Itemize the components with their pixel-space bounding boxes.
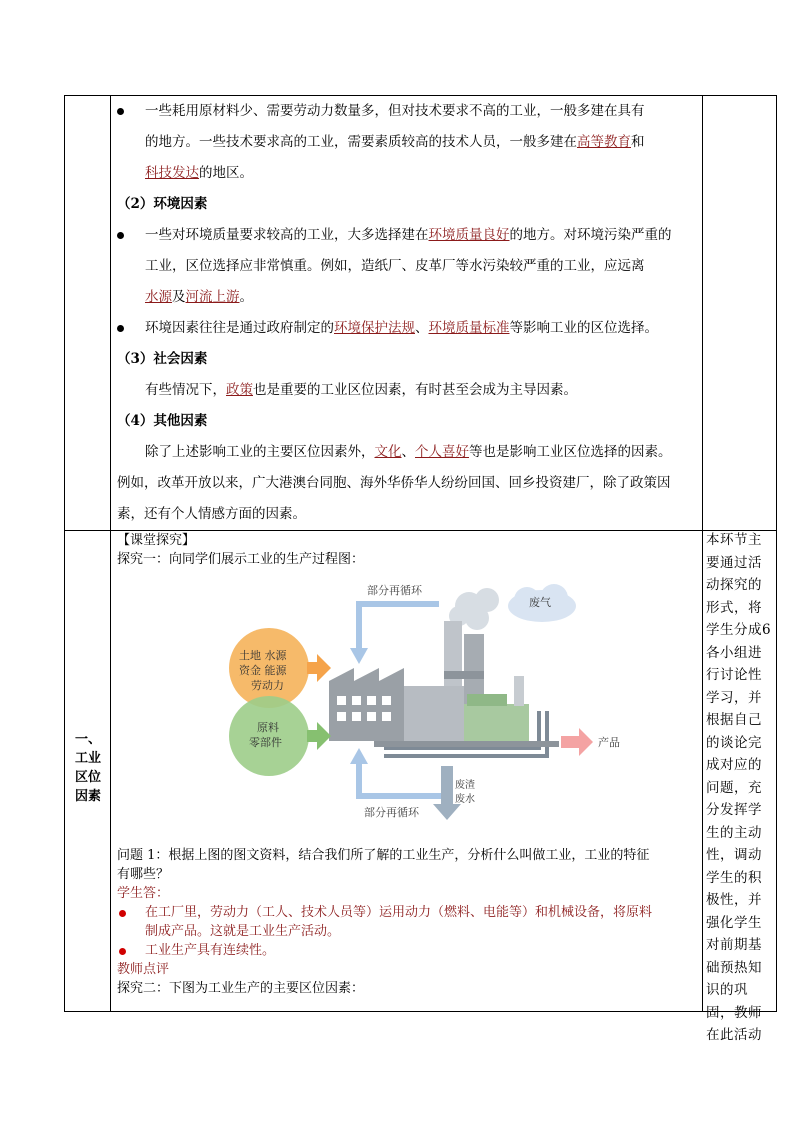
para5-line1: 除了上述影响工业的主要区位因素外，文化、个人喜好等也是影响工业区位选择的因素。 (145, 444, 672, 460)
answer2: 工业生产具有连续性。 (145, 943, 276, 958)
para1-line2: 的地方。一些技术要求高的工业，需要素质较高的技术人员，一般多建在高等教育和 (145, 134, 645, 150)
classroom-header: 【课堂探究】 (117, 533, 196, 548)
section1-content (111, 96, 702, 530)
para2-line1: 一些对环境质量要求较高的工业，大多选择建在环境质量良好的地方。对环境污染严重的 (145, 227, 672, 243)
para1-line1: 一些耗用原材料少、需要劳动力数量多，但对技术要求不高的工业，一般多建在具有 (145, 103, 645, 119)
answer1-line2: 制成产品。这就是工业生产活动。 (145, 924, 341, 939)
section-label: 一、 工业 区位 因素 (74, 732, 101, 804)
green-tank-top (467, 694, 507, 706)
exhaust-label: 废气 (529, 596, 551, 609)
explore1-text: 探究一：向同学们展示工业的生产过程图： (117, 552, 365, 567)
inputs-arrow (307, 654, 331, 682)
explore2-text: 探究二：下图为工业生产的主要区位因素： (117, 981, 365, 996)
section2-content (111, 531, 702, 1011)
para1-line3: 科技发达的地区。 (145, 165, 253, 181)
product-arrow (561, 728, 593, 756)
keyword: 文化 (374, 444, 402, 460)
teaching-note: 本环节主要通过活动探究的形式，将学生分成6各小组进行讨论性学习，并根据自己的谈论完成对应的问题，充分发挥学生的主动性，调动学生的积极性，并强化学生对前期基础预热知识的巩固，教师在此活动 (706, 532, 772, 1043)
para2-line2: 工业，区位选择应非常慎重。例如，造纸厂、皮革厂等水污染较严重的工业，应远离 (145, 258, 645, 274)
bullet-icon (119, 948, 126, 955)
keyword: 环境质量良好 (428, 227, 510, 243)
inputs-label-2: 资金 能源 (239, 664, 287, 677)
answer1-line1: 在工厂里，劳动力（工人、技术人员等）运用动力（燃料、电能等）和机械设备，将原料 (145, 905, 653, 920)
bullet-icon (119, 910, 126, 917)
keyword: 政策 (226, 382, 253, 398)
para2-line3: 水源及河流上游。 (145, 289, 253, 305)
para3: 环境因素往往是通过政府制定的环境保护法规、环境质量标准等影响工业的区位选择。 (145, 320, 658, 336)
waste-label-1: 废渣 (455, 780, 475, 791)
keyword: 环境质量标准 (428, 320, 510, 336)
keyword: 环境保护法规 (334, 320, 415, 336)
para4: 有些情况下，政策也是重要的工业区位因素，有时甚至会成为主导因素。 (145, 382, 577, 398)
para5-line2: 例如，改革开放以来，广大港澳台同胞、海外华侨华人纷纷回国、回乡投资建厂，除了政策因 (117, 475, 671, 491)
recycle-arrowhead-top (350, 648, 368, 664)
heading-other: （4）其他因素 (117, 413, 208, 429)
para5-line3: 素，还有个人情感方面的因素。 (117, 506, 306, 522)
keyword: 高等教育 (577, 134, 631, 150)
lesson-table (64, 95, 777, 1043)
keyword: 科技发达 (145, 165, 199, 181)
product-label: 产品 (598, 736, 620, 749)
materials-arrow (307, 722, 331, 750)
keyword: 河流上游 (185, 289, 240, 305)
question1-line2: 有哪些？ (117, 867, 170, 882)
recycle-arrow-bottom (359, 761, 444, 796)
inputs-label-3: 劳动力 (251, 679, 284, 692)
small-chimney (514, 676, 524, 706)
waste-label-2: 废水 (455, 794, 475, 805)
materials-label-2: 零部件 (249, 736, 282, 749)
keyword: 水源 (145, 289, 172, 305)
heading-environment: （2）环境因素 (117, 196, 208, 212)
keyword: 个人喜好 (415, 444, 469, 460)
inputs-label-1: 土地 水源 (239, 649, 287, 662)
section2-note-cell (703, 531, 776, 1043)
teacher-comment: 教师点评 (117, 962, 170, 977)
section2-label-cell (65, 531, 110, 1011)
student-answer-label: 学生答： (117, 886, 170, 901)
bullet-icon (117, 108, 124, 115)
recycle-arrowhead-bottom (350, 748, 368, 764)
question1-line1: 问题 1：根据上图的图文资料，结合我们所了解的工业生产，分析什么叫做工业，工业的特征 (117, 848, 650, 863)
factory-mid (404, 686, 464, 741)
green-tank (464, 704, 529, 744)
recycle-label-top: 部分再循环 (367, 584, 422, 597)
recycle-label-bottom: 部分再循环 (364, 806, 419, 819)
bullet-icon (117, 232, 124, 239)
recycle-arrow-top (359, 604, 439, 651)
chimney-band (444, 671, 484, 679)
production-process-diagram (209, 576, 649, 826)
base-platform (374, 741, 559, 747)
heading-social: （3）社会因素 (117, 351, 208, 367)
materials-label-1: 原料 (257, 721, 279, 734)
bullet-icon (117, 325, 124, 332)
